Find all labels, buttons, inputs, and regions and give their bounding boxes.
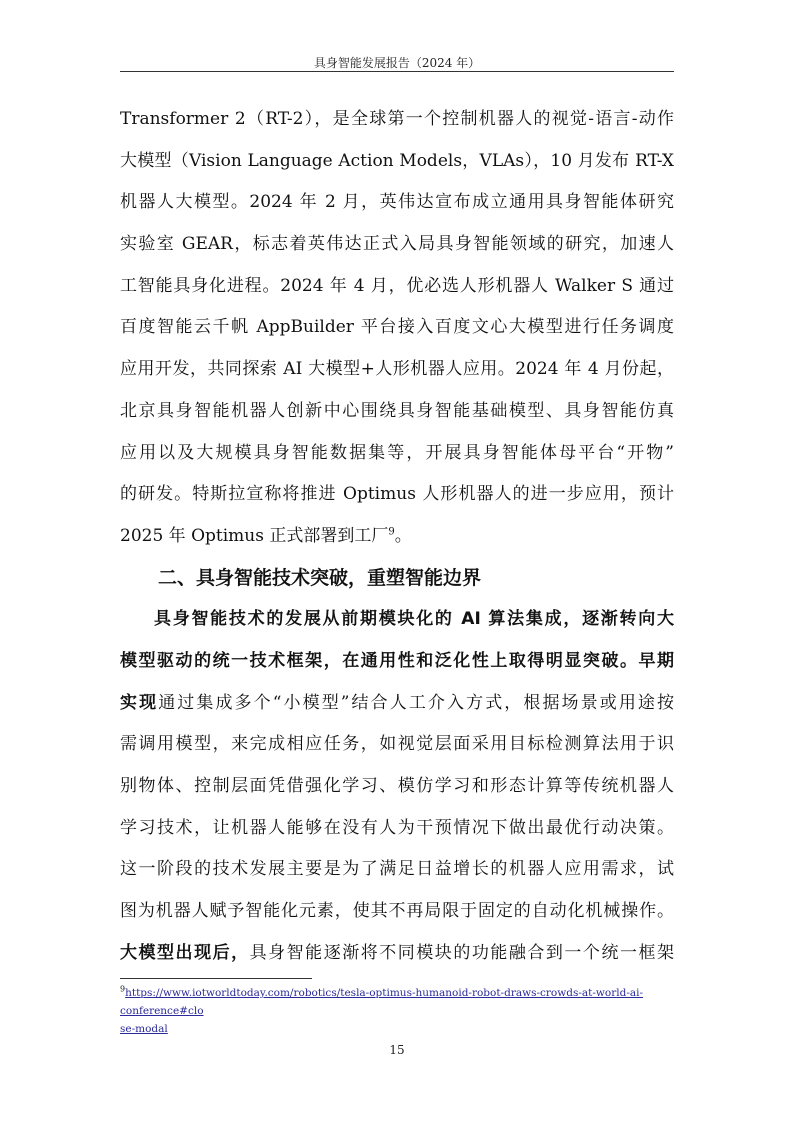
text-line: 图为机器人赋予智能化元素，使其不再局限于固定的自动化机械操作。 xyxy=(120,901,674,922)
running-header: 具身智能发展报告（2024 年） xyxy=(313,56,481,70)
text-line: 大模型（Vision Language Action Models，VLAs），10 月发布 RT-X xyxy=(120,150,674,171)
text-line xyxy=(120,933,674,975)
footnote-link[interactable]: https://www.iotworldtoday.com/robotics/tesla-optimus-humanoid-robot-draws-crowds-at-world-ai-conference#clo xyxy=(120,987,644,1017)
text-segment: 2025 年 Optimus 正式部署到工厂 xyxy=(120,525,389,546)
text-line: 实验室 GEAR，标志着英伟达正式入局具身智能领域的研究，加速人 xyxy=(120,234,674,255)
text-line xyxy=(120,516,674,558)
footnote xyxy=(120,984,680,1038)
text-line: 应用开发，共同探索 AI 大模型+人形机器人应用。2024 年 4 月份起， xyxy=(120,359,674,380)
text-segment: 具身智能逐渐将不同模块的功能融合到一个统一框架 xyxy=(249,942,674,963)
section-heading: 二、具身智能技术突破，重塑智能边界 xyxy=(158,566,482,589)
text-line: Transformer 2（RT-2），是全球第一个控制机器人的视觉-语言-动作 xyxy=(120,109,674,129)
text-line: 工智能具身化进程。2024 年 4 月，优必选人形机器人 Walker S 通过 xyxy=(120,275,674,296)
text-line: 需调用模型，来完成相应任务，如视觉层面采用目标检测算法用于识 xyxy=(120,734,674,755)
page-number: 15 xyxy=(389,1043,405,1057)
text-line: 应用以及大规模具身智能数据集等，开展具身智能体母平台“开物” xyxy=(120,442,674,463)
text-line: 这一阶段的技术发展主要是为了满足日益增长的机器人应用需求，试 xyxy=(120,859,674,880)
text-line: 学习技术，让机器人能够在没有人为干预情况下做出最优行动决策。 xyxy=(120,817,674,838)
text-segment: 通过集成多个“小模型”结合人工介入方式，根据场景或用途按 xyxy=(158,692,674,713)
paragraph-2 xyxy=(120,599,674,974)
paragraph-1 xyxy=(120,99,674,558)
text-line: 北京具身智能机器人创新中心围绕具身智能基础模型、具身智能仿真 xyxy=(120,400,674,421)
text-segment: 。 xyxy=(394,525,412,546)
footnote-marker: 9 xyxy=(120,984,126,994)
text-line: 的研发。特斯拉宣称将推进 Optimus 人形机器人的进一步应用，预计 xyxy=(120,484,674,505)
footnote-divider xyxy=(120,978,312,979)
text-line-bold: 具身智能技术的发展从前期模块化的 AI 算法集成，逐渐转向大 xyxy=(154,609,674,630)
text-line: 百度智能云千帆 AppBuilder 平台接入百度文心大模型进行任务调度 xyxy=(120,317,674,338)
text-line-bold: 模型驱动的统一技术框架，在通用性和泛化性上取得明显突破。早期 xyxy=(120,650,674,671)
document-body xyxy=(120,99,674,974)
footnote-link-continued[interactable]: se-modal xyxy=(120,1023,168,1035)
header-divider xyxy=(120,71,674,72)
bold-phrase: 大模型出现后， xyxy=(120,942,250,963)
footnote-reference[interactable]: 9 xyxy=(388,526,395,538)
text-line: 别物体、控制层面凭借强化学习、模仿学习和形态计算等传统机器人 xyxy=(120,776,674,796)
bold-phrase: 实现 xyxy=(120,692,159,713)
text-line: 机器人大模型。2024 年 2 月，英伟达宣布成立通用具身智能体研究 xyxy=(120,192,674,213)
text-line xyxy=(120,683,674,725)
